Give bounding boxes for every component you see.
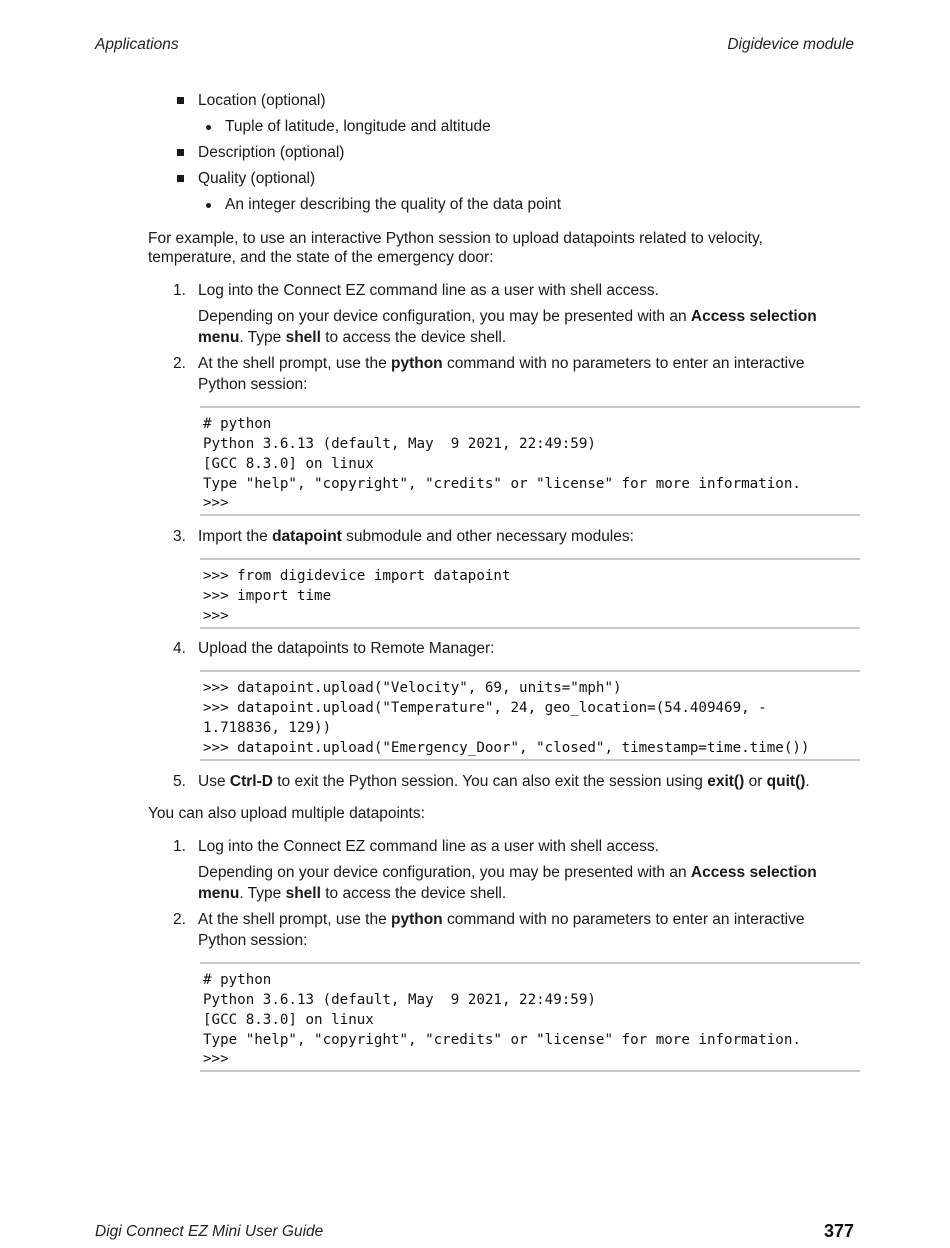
menu-name: menu [198, 885, 240, 902]
step-text: Log into the Connect EZ command line as a user with shell access. [198, 838, 659, 855]
step-note: Depending on your device configuration, you may be presented with an Access selection [198, 864, 817, 881]
code-line: 1.718836, 129)) [203, 720, 332, 736]
code-line: >>> datapoint.upload("Emergency_Door", "closed", timestamp=time.time()) [203, 740, 810, 756]
code-line: >>> import time [203, 588, 332, 604]
square-bullet-icon [177, 149, 184, 156]
step-text: At the shell prompt, use the python command with no parameters to enter an interactive [198, 911, 805, 928]
list-item: Quality (optional) [198, 170, 316, 187]
code-block [200, 406, 860, 516]
function-name: exit() [707, 773, 745, 790]
running-header-chapter: Digidevice module [727, 36, 854, 53]
list-subitem: An integer describing the quality of the data point [225, 196, 562, 213]
intro-line: For example, to use an interactive Python session to upload datapoints related to velocity, [148, 230, 763, 247]
step-text: At the shell prompt, use the python command with no parameters to enter an interactive [198, 355, 805, 372]
command-name: shell [285, 885, 321, 902]
code-line: Python 3.6.13 (default, May 9 2021, 22:49:59) [203, 436, 596, 452]
menu-name: Access selection [690, 864, 817, 881]
square-bullet-icon [177, 97, 184, 104]
list-item: Location (optional) [198, 92, 326, 109]
code-block [200, 558, 860, 629]
code-block [200, 670, 860, 761]
function-name: quit() [766, 773, 806, 790]
list-subitem: Tuple of latitude, longitude and altitude [225, 118, 491, 135]
code-line: # python [203, 972, 272, 988]
step-text: Log into the Connect EZ command line as a user with shell access. [198, 282, 659, 299]
step-note: menu. Type shell to access the device shell. [198, 885, 507, 902]
command-name: python [391, 911, 443, 928]
paragraph: You can also upload multiple datapoints: [148, 805, 425, 822]
running-header-section: Applications [95, 36, 179, 53]
code-line: >>> datapoint.upload("Temperature", 24, geo_location=(54.409469, - [203, 700, 767, 716]
code-line: >>> from digidevice import datapoint [203, 568, 511, 584]
code-line: [GCC 8.3.0] on linux [203, 1012, 374, 1028]
step-number: 5. [173, 773, 186, 790]
step-number: 2. [173, 911, 186, 928]
step-note: menu. Type shell to access the device shell. [198, 329, 507, 346]
step-text: Import the datapoint submodule and other necessary modules: [198, 528, 634, 545]
code-block [200, 962, 860, 1072]
code-line: # python [203, 416, 272, 432]
code-line: >>> datapoint.upload("Velocity", 69, units="mph") [203, 680, 622, 696]
code-line: Type "help", "copyright", "credits" or "license" for more information. [203, 476, 801, 492]
intro-line: temperature, and the state of the emergency door: [148, 249, 494, 266]
list-item: Description (optional) [198, 144, 345, 161]
key-combo: Ctrl-D [229, 773, 273, 790]
dot-bullet-icon [206, 125, 211, 130]
step-number: 4. [173, 640, 186, 657]
command-name: shell [285, 329, 321, 346]
step-note: Depending on your device configuration, you may be presented with an Access selection [198, 308, 817, 325]
square-bullet-icon [177, 175, 184, 182]
code-line: Type "help", "copyright", "credits" or "license" for more information. [203, 1032, 801, 1048]
menu-name: Access selection [690, 308, 817, 325]
step-number: 3. [173, 528, 186, 545]
running-footer-title: Digi Connect EZ Mini User Guide [95, 1223, 324, 1240]
module-name: datapoint [272, 528, 342, 545]
code-line: >>> [203, 608, 229, 624]
step-text: Python session: [198, 376, 308, 393]
step-text: Use Ctrl-D to exit the Python session. You can also exit the session using exit() or quit(). [198, 773, 810, 790]
step-number: 1. [173, 838, 186, 855]
command-name: python [391, 355, 443, 372]
code-line: >>> [203, 495, 229, 511]
code-line: [GCC 8.3.0] on linux [203, 456, 374, 472]
code-line: >>> [203, 1051, 229, 1067]
dot-bullet-icon [206, 203, 211, 208]
step-number: 1. [173, 282, 186, 299]
menu-name: menu [198, 329, 240, 346]
step-text: Python session: [198, 932, 308, 949]
step-text: Upload the datapoints to Remote Manager: [198, 640, 495, 657]
step-number: 2. [173, 355, 186, 372]
page-number: 377 [823, 1221, 854, 1241]
code-line: Python 3.6.13 (default, May 9 2021, 22:49:59) [203, 992, 596, 1008]
